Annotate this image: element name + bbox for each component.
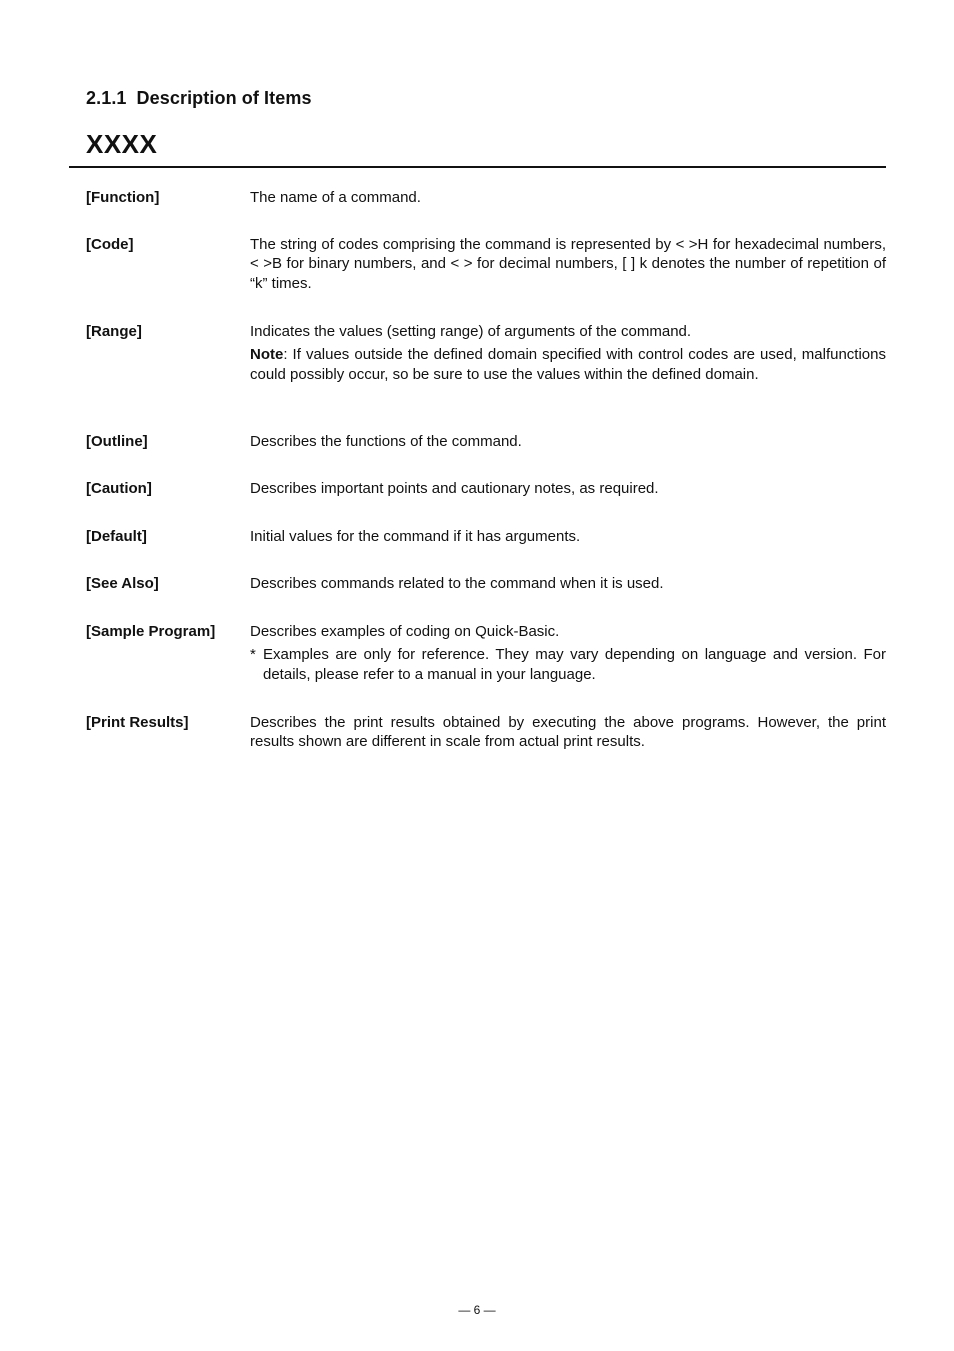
item-label: [Outline] — [86, 433, 148, 450]
item-description — [250, 432, 886, 451]
section-heading — [86, 88, 312, 109]
item-description — [250, 527, 886, 546]
note-label: Note — [250, 346, 284, 364]
item-description — [250, 235, 886, 293]
item-label: [Sample Program] — [86, 623, 216, 640]
item-description — [250, 622, 886, 684]
item-description — [250, 479, 886, 498]
item-text: Describes commands related to the command when it is used. — [250, 575, 664, 592]
item-label: [Range] — [86, 323, 142, 340]
item-description — [250, 322, 886, 384]
note-text: : If values outside the defined domain specified with control codes are used, malfunctions could possibly occur, so be sure to use the values within the defined domain. — [250, 346, 886, 383]
item-note — [250, 345, 886, 384]
section-title: Description of Items — [136, 88, 312, 108]
title-divider — [69, 166, 886, 168]
item-text: Describes the print results obtained by executing the above programs. However, the print results shown are different in scale from actual print results. — [250, 714, 886, 751]
item-label: [Default] — [86, 528, 147, 545]
bullet-mark: * — [250, 646, 256, 664]
item-text: Describes the functions of the command. — [250, 433, 522, 450]
item-label: [See Also] — [86, 575, 159, 592]
item-text: Initial values for the command if it has arguments. — [250, 528, 581, 545]
item-label: [Caution] — [86, 480, 152, 497]
command-title: XXXX — [86, 129, 158, 159]
item-text: The name of a command. — [250, 189, 421, 206]
item-bullet — [250, 645, 886, 684]
item-text: Describes important points and cautionary notes, as required. — [250, 480, 659, 497]
item-description — [250, 574, 886, 593]
section-number: 2.1.1 — [86, 88, 127, 108]
page-number: — 6 — — [458, 1303, 496, 1317]
item-label: [Print Results] — [86, 714, 189, 731]
item-label: [Function] — [86, 189, 160, 206]
item-description — [250, 713, 886, 752]
bullet-text: Examples are only for reference. They may vary depending on language and version. For details, please refer to a manual in your language. — [263, 646, 886, 683]
item-text: Describes examples of coding on Quick-Basic. — [250, 623, 560, 640]
item-text: The string of codes comprising the command is represented by < >H for hexadecimal numbers, < >B for binary numbers, and < > for decimal numbers, [ ] k denotes the number of repetition of “k” times. — [250, 236, 886, 292]
item-text: Indicates the values (setting range) of arguments of the command. — [250, 323, 692, 340]
item-description — [250, 188, 886, 207]
item-label: [Code] — [86, 236, 134, 253]
